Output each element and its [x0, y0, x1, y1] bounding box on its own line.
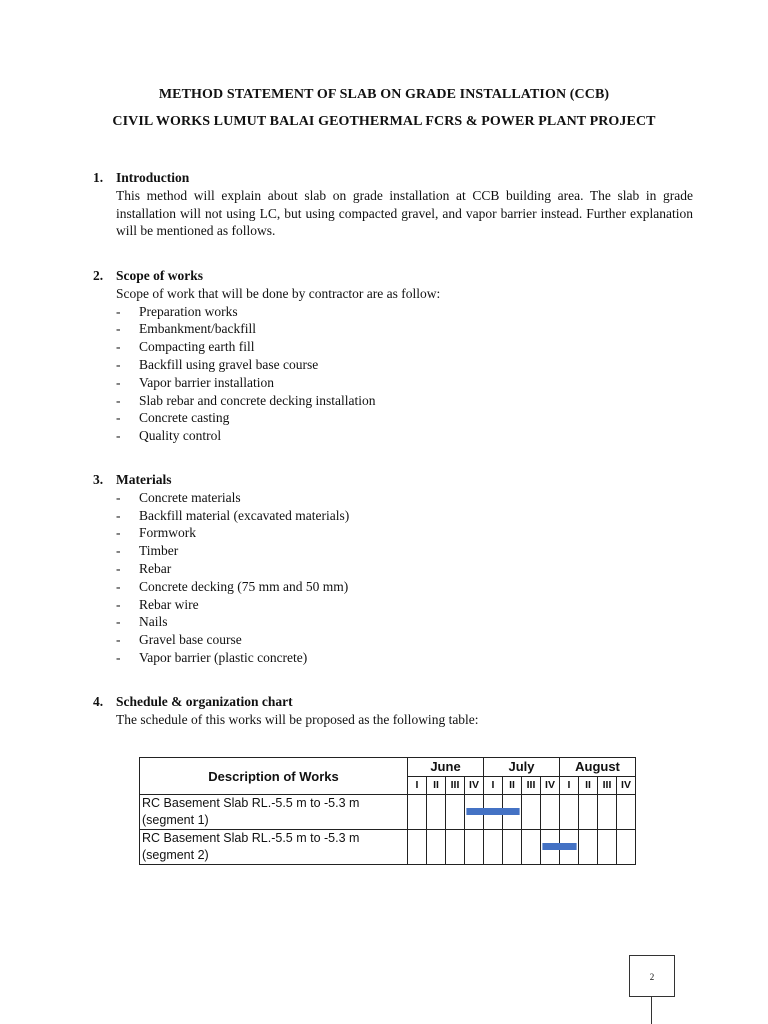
section-number: 4.: [93, 694, 104, 709]
list-item-text: Compacting earth fill: [139, 339, 255, 355]
list-item: [116, 507, 693, 525]
list-item-text: Rebar wire: [139, 596, 199, 612]
week-cell: [484, 795, 503, 830]
list-item-text: Concrete casting: [139, 410, 230, 426]
list-item-text: Backfill using gravel base course: [139, 356, 319, 372]
work-description-line: (segment 1): [142, 813, 209, 827]
schedule-text: The schedule of this works will be proposed as the following table:: [116, 711, 479, 727]
bullet-dash: -: [116, 649, 121, 665]
week-header: I: [560, 776, 579, 795]
section-title: Introduction: [116, 170, 190, 185]
week-header: II: [579, 776, 598, 795]
list-item-text: Preparation works: [139, 303, 238, 319]
bullet-dash: -: [116, 507, 121, 523]
bullet-dash: -: [116, 374, 121, 390]
week-cell: [446, 795, 465, 830]
work-description-line: RC Basement Slab RL.-5.5 m to -5.3 m: [142, 796, 360, 810]
work-description-line: RC Basement Slab RL.-5.5 m to -5.3 m: [142, 831, 360, 845]
section-heading: [93, 471, 693, 489]
list-item-text: Vapor barrier (plastic concrete): [139, 649, 308, 665]
month-header: June: [408, 758, 484, 777]
list-item: [116, 427, 693, 445]
section-heading: [93, 693, 693, 711]
list-item: [116, 409, 693, 427]
bullet-dash: -: [116, 489, 121, 505]
bullet-dash: -: [116, 339, 121, 355]
bullet-dash: -: [116, 560, 121, 576]
week-cell: [541, 830, 560, 865]
list-item-text: Gravel base course: [139, 632, 242, 648]
week-cell: [503, 830, 522, 865]
week-cell: [617, 795, 636, 830]
bullet-dash: -: [116, 321, 121, 337]
work-description-line: (segment 2): [142, 848, 209, 862]
section-title: Schedule & organization chart: [116, 694, 293, 709]
section-heading: [93, 169, 693, 187]
week-header: IV: [617, 776, 636, 795]
page-number: 2: [649, 972, 655, 982]
list-item-text: Formwork: [139, 525, 196, 541]
week-header: III: [522, 776, 541, 795]
table-row: [140, 830, 636, 865]
list-item: [116, 524, 693, 542]
table-row: [140, 795, 636, 830]
week-header: II: [427, 776, 446, 795]
week-cell: [427, 795, 446, 830]
list-item: [116, 542, 693, 560]
week-header: III: [446, 776, 465, 795]
week-cell: [465, 830, 484, 865]
week-cell: [427, 830, 446, 865]
list-item-text: Concrete materials: [139, 489, 241, 505]
schedule-table: [139, 757, 636, 865]
week-cell: [598, 830, 617, 865]
week-header: II: [503, 776, 522, 795]
list-item: [116, 649, 693, 667]
week-cell: [465, 795, 484, 830]
list-item: [116, 489, 693, 507]
week-cell: [522, 795, 541, 830]
list-item: [116, 596, 693, 614]
week-cell: [598, 795, 617, 830]
week-cell: [522, 830, 541, 865]
week-header: I: [484, 776, 503, 795]
section-scope: [93, 267, 693, 445]
list-item: [116, 356, 693, 374]
section-number: 3.: [93, 472, 104, 487]
page-number-box: [629, 955, 675, 997]
week-cell: [541, 795, 560, 830]
section-heading: [93, 267, 693, 285]
bullet-dash: -: [116, 410, 121, 426]
list-item: [116, 338, 693, 356]
week-header: IV: [541, 776, 560, 795]
work-description: [140, 830, 408, 865]
list-item-text: Slab rebar and concrete decking installation: [139, 392, 376, 408]
section-number: 1.: [93, 170, 104, 185]
section-title: Scope of works: [116, 268, 203, 283]
section-title: Materials: [116, 472, 172, 487]
bullet-dash: -: [116, 303, 121, 319]
list-item: [116, 631, 693, 649]
scope-text: Scope of work that will be done by contractor are as follow:: [116, 285, 441, 301]
section-introduction: [93, 169, 693, 240]
list-item-text: Timber: [139, 543, 179, 559]
bullet-dash: -: [116, 596, 121, 612]
month-header: July: [484, 758, 560, 777]
bullet-dash: -: [116, 578, 121, 594]
week-cell: [579, 795, 598, 830]
work-description: [140, 795, 408, 830]
list-item: [116, 613, 693, 631]
list-item-text: Nails: [139, 614, 168, 630]
section-schedule: [93, 693, 693, 729]
week-cell: [560, 830, 579, 865]
month-header: August: [560, 758, 636, 777]
list-item: [116, 578, 693, 596]
document-title: METHOD STATEMENT OF SLAB ON GRADE INSTALLATION (CCB): [158, 87, 610, 102]
document-subtitle: CIVIL WORKS LUMUT BALAI GEOTHERMAL FCRS & POWER PLANT PROJECT: [112, 114, 656, 129]
week-cell: [579, 830, 598, 865]
week-header: III: [598, 776, 617, 795]
list-item-text: Concrete decking (75 mm and 50 mm): [139, 578, 349, 594]
list-item-text: Vapor barrier installation: [139, 374, 274, 390]
week-cell: [617, 830, 636, 865]
list-item: [116, 303, 693, 321]
list-item: [116, 320, 693, 338]
section-number: 2.: [93, 268, 104, 283]
bullet-dash: -: [116, 614, 121, 630]
week-cell: [503, 795, 522, 830]
bullet-dash: -: [116, 392, 121, 408]
week-cell: [446, 830, 465, 865]
bullet-dash: -: [116, 525, 121, 541]
list-item: [116, 560, 693, 578]
list-item-text: Embankment/backfill: [139, 321, 256, 337]
list-item-text: Quality control: [139, 428, 222, 444]
week-cell: [484, 830, 503, 865]
bullet-dash: -: [116, 543, 121, 559]
month-header-row: [140, 758, 636, 777]
list-item: [116, 392, 693, 410]
page-number-line: [651, 996, 652, 1024]
materials-list: [116, 489, 693, 667]
bullet-dash: -: [116, 428, 121, 444]
list-item-text: Rebar: [139, 560, 172, 576]
introduction-text: This method will explain about slab on grade installation at CCB building area. The slab in grade installation will not using LC, but using compacted gravel, and vapor barrier instead. Further explanation will be mentioned as follows.: [116, 187, 693, 239]
scope-list: [116, 303, 693, 445]
bullet-dash: -: [116, 356, 121, 372]
section-materials: [93, 471, 693, 667]
week-cell: [408, 795, 427, 830]
bullet-dash: -: [116, 632, 121, 648]
week-cell: [408, 830, 427, 865]
week-header: IV: [465, 776, 484, 795]
week-cell: [560, 795, 579, 830]
description-header: Description of Works: [140, 758, 408, 795]
week-header: I: [408, 776, 427, 795]
list-item: [116, 374, 693, 392]
list-item-text: Backfill material (excavated materials): [139, 507, 350, 523]
